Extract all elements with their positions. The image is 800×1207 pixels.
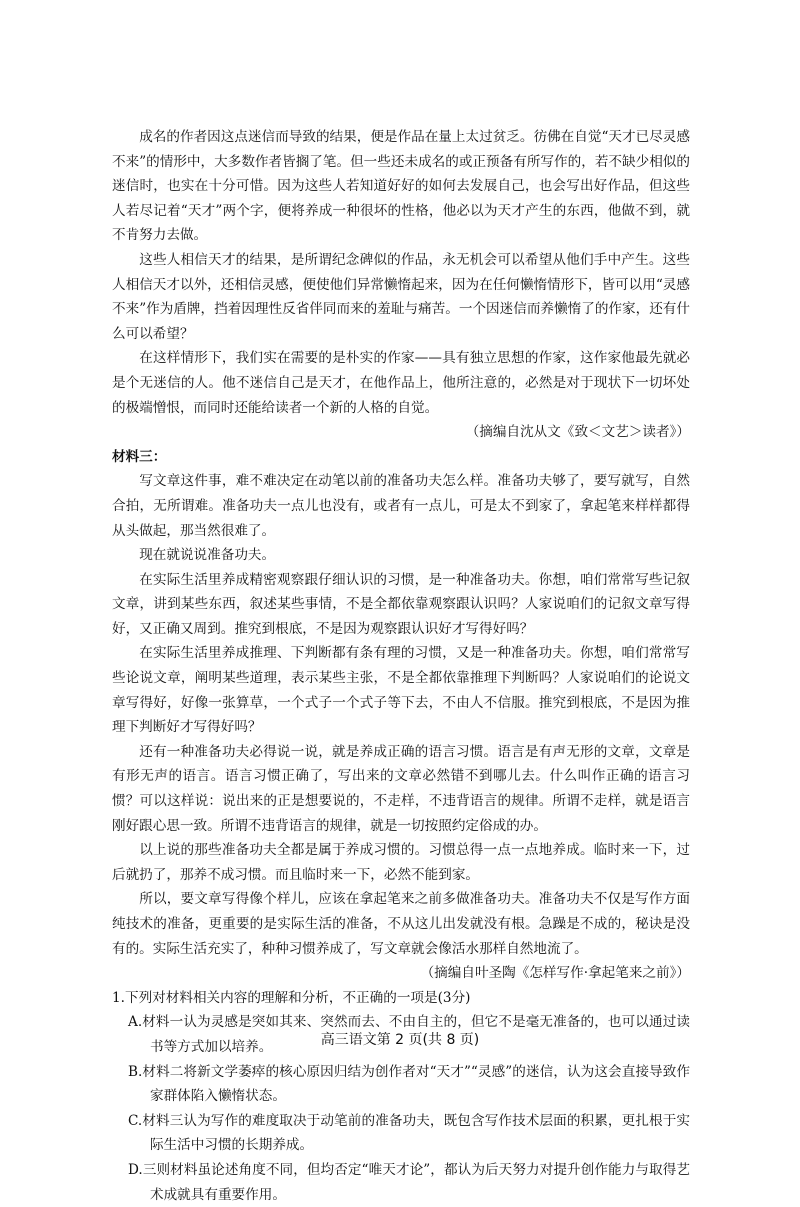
material2-paragraph: 在这样情形下，我们实在需要的是朴实的作家——具有独立思想的作家，这作家他最先就必是个无迷信的人。他不迷信自己是天才，在他作品上，他所注意的，必然是对于现状下一切坏处的极端憎恨，而同时还能给读者一个新的人格的自觉。 xyxy=(112,350,690,416)
material3-paragraph: 现在就说说准备功夫。 xyxy=(139,547,276,564)
question-1-option-b xyxy=(112,1060,690,1109)
option-b-text: B.材料二将新文学萎瘁的核心原因归结为创作者对“天才”“灵感”的迷信，认为这会直接导致作家群体陷入懒惰状态。 xyxy=(128,1063,690,1105)
material3-source: （摘编自叶圣陶《怎样写作·拿起笔来之前》） xyxy=(420,965,690,982)
option-d-text: D.三则材料虽论述角度不同，但均否定“唯天才论”，都认为后天努力对提升创作能力与取得艺术成就具有重要作用。 xyxy=(128,1161,690,1203)
option-a-text: A.材料一认为灵感是突如其来、突然而去、不由自主的，但它不是毫无准备的，也可以通过读书等方式加以培养。 xyxy=(128,1014,690,1055)
option-c-text: C.材料三认为写作的难度取决于动笔前的准备功夫，既包含写作技术层面的积累，更扎根于实际生活中习惯的长期养成。 xyxy=(128,1112,690,1154)
material3-paragraph: 还有一种准备功夫必得说一说，就是养成正确的语言习惯。语言是有声无形的文章，文章是有形无声的语言。语言习惯正确了，写出来的文章必然错不到哪儿去。什么叫作正确的语言习惯？可以这样说：说出来的正是想要说的，不走样，不违背语言的规律。所谓不走样，就是语言刚好跟心思一致。所谓不违背语言的规律，就是一切按照约定俗成的办。 xyxy=(112,743,690,834)
material3-paragraph: 所以，要文章写得像个样儿，应该在拿起笔来之前多做准备功夫。准备功夫不仅是写作方面纯技术的准备，更重要的是实际生活的准备，不从这儿出发就没有根。急躁是不成的，秘诀是没有的。实际生活充实了，种种习惯养成了，写文章就会像活水那样自然地流了。 xyxy=(112,891,690,957)
page-footer: 高三语文第 2 页(共 8 页) xyxy=(320,1032,480,1048)
material3-paragraph: 以上说的那些准备功夫全都是属于养成习惯的。习惯总得一点一点地养成。临时来一下，过后就扔了，那养不成习惯。而且临时来一下，必然不能到家。 xyxy=(112,842,690,883)
material2-paragraph: 这些人相信天才的结果，是所谓纪念碑似的作品，永无机会可以希望从他们手中产生。这些人相信天才以外，还相信灵感，便使他们异常懒惰起来，因为在任何懒惰情形下，皆可以用“灵感不来”作为盾牌，挡着因理性反省伴同而来的羞耻与痛苦。一个因迷信而养懒惰了的作家，还有什么可以希望？ xyxy=(112,251,690,342)
question-1-stem: 1.下列对材料相关内容的理解和分析，不正确的一项是(3分) xyxy=(112,989,471,1006)
material3-paragraph: 写文章这件事，难不难决定在动笔以前的准备功夫怎么样。准备功夫够了，要写就写，自然合拍，无所谓难。准备功夫一点儿也没有，或者有一点儿，可是太不到家了，拿起笔来样样都得从头做起，那当然很难了。 xyxy=(112,473,690,539)
material3-paragraph: 在实际生活里养成精密观察跟仔细认识的习惯，是一种准备功夫。你想，咱们常常写些记叙文章，讲到某些东西，叙述某些事情，不是全都依靠观察跟认识吗？人家说咱们的记叙文章写得好，又正确又周到。推究到根底，不是因为观察跟认识好才写得好吗？ xyxy=(112,571,690,637)
question-1-option-c xyxy=(112,1109,690,1158)
question-1-option-d xyxy=(112,1158,690,1207)
material3-heading: 材料三： xyxy=(112,448,167,465)
material3-paragraph: 在实际生活里养成推理、下判断都有条有理的习惯，又是一种准备功夫。你想，咱们常常写些论说文章，阐明某些道理，表示某些主张，不是全都依靠推理下判断吗？人家说咱们的论说文章写得好，好像一张算草，一个式子一个式子等下去，不由人不信服。推究到根底，不是因为推理下判断好才写得好吗？ xyxy=(112,645,690,736)
material2-paragraph: 成名的作者因这点迷信而导致的结果，便是作品在量上太过贫乏。彷佛在自觉“天才已尽灵感不来”的情形中，大多数作者皆搁了笔。但一些还未成名的或正预备有所写作的，若不缺少相似的迷信时，也实在十分可惜。因为这些人若知道好好的如何去发展自己，也会写出好作品，但这些人若尽记着“天才”两个字，便将养成一种很坏的性格，他必以为天才产生的东西，他做不到，就不肯努力去做。 xyxy=(112,129,690,244)
material2-source: （摘编自沈从文《致＜文艺＞读者》） xyxy=(465,424,690,441)
